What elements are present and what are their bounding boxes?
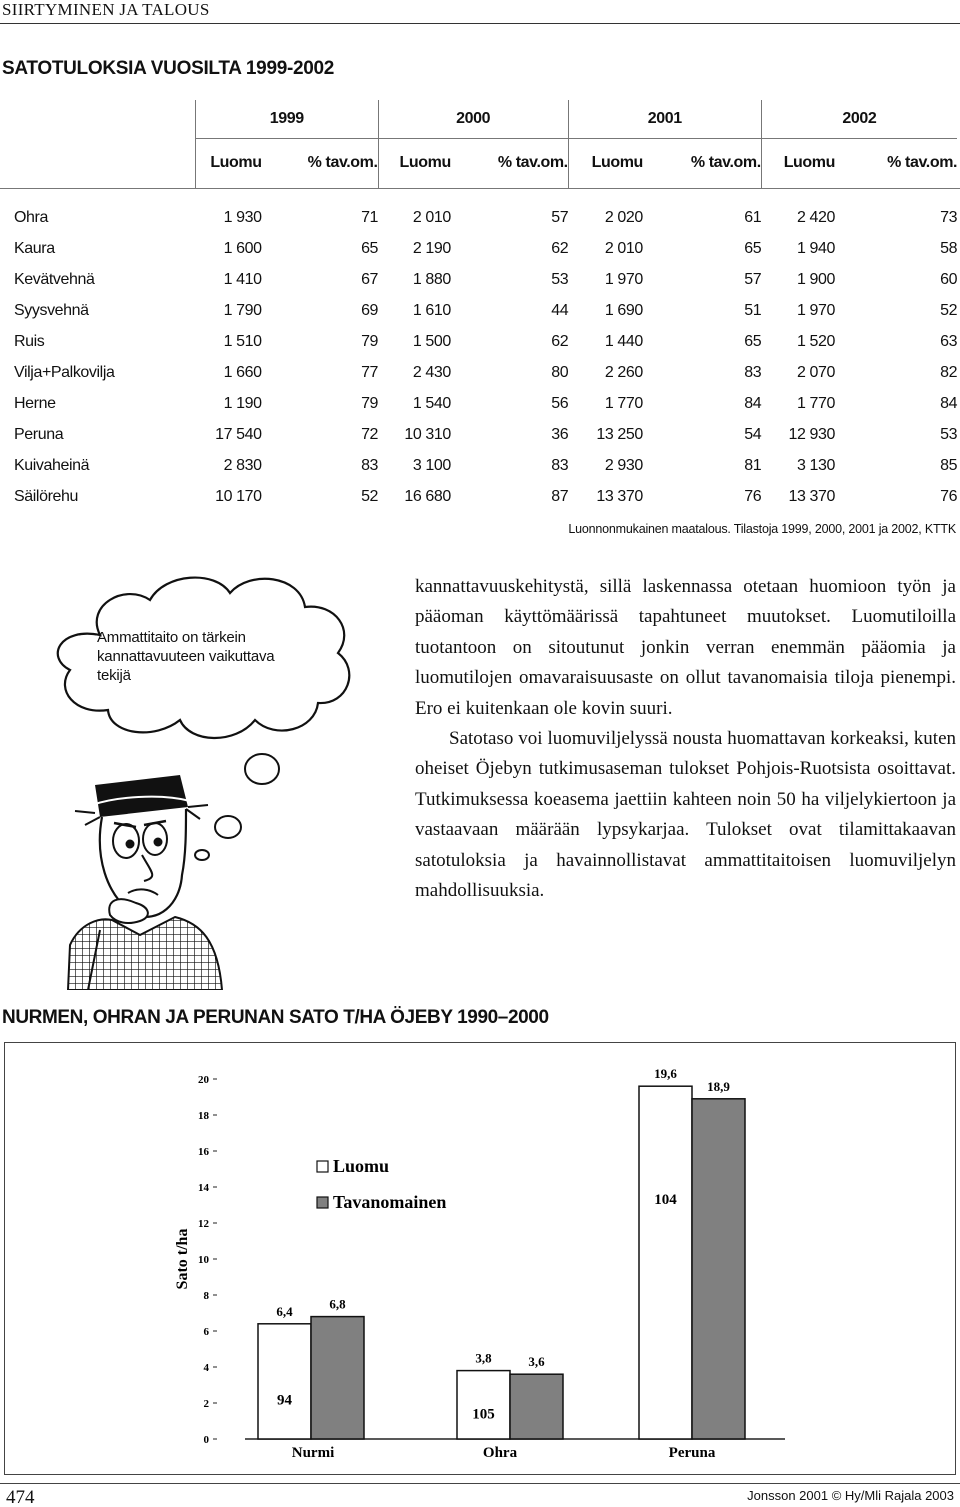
index-label: 94: [277, 1392, 292, 1409]
col-header-pct: % tav.om.: [643, 138, 761, 188]
footer-rule: [0, 1483, 960, 1484]
organic-yield-cell: 17 540: [215, 425, 262, 443]
conventional-bar: [311, 1317, 364, 1439]
crop-name: Herne: [14, 394, 56, 412]
pct-of-conventional-cell: 76: [744, 487, 762, 505]
y-tick-label: 2: [203, 1398, 209, 1410]
organic-yield-cell: 1 880: [412, 270, 451, 288]
col-header-pct: % tav.om.: [451, 138, 568, 188]
crop-name: Kevätvehnä: [14, 270, 95, 288]
pct-of-conventional-cell: 83: [361, 456, 379, 474]
pct-of-conventional-cell: 61: [744, 208, 762, 226]
pct-of-conventional-cell: 62: [551, 239, 569, 257]
table-row: [0, 357, 960, 388]
organic-yield-cell: 1 440: [604, 332, 643, 350]
col-header-pct: % tav.om.: [835, 138, 957, 188]
bar-value-label: 3,8: [475, 1350, 492, 1366]
pct-of-conventional-cell: 57: [744, 270, 762, 288]
pct-of-conventional-cell: 79: [361, 332, 379, 350]
pct-of-conventional-cell: 44: [551, 301, 569, 319]
pct-of-conventional-cell: 81: [744, 456, 762, 474]
table-row: [0, 450, 960, 481]
organic-yield-cell: 2 430: [412, 363, 451, 381]
organic-yield-cell: 2 020: [604, 208, 643, 226]
pct-of-conventional-cell: 83: [551, 456, 569, 474]
crop-name: Kaura: [14, 239, 55, 257]
organic-yield-cell: 1 500: [412, 332, 451, 350]
pct-of-conventional-cell: 51: [744, 301, 762, 319]
pct-of-conventional-cell: 69: [361, 301, 379, 319]
year-header: 2000: [378, 100, 568, 138]
year-header: 2001: [568, 100, 761, 138]
crop-name: Ruis: [14, 332, 45, 350]
pct-of-conventional-cell: 84: [940, 394, 958, 412]
organic-yield-cell: 1 940: [796, 239, 836, 257]
organic-yield-cell: 2 010: [604, 239, 643, 257]
y-tick-label: 14: [198, 1182, 209, 1194]
crop-name: Kuivaheinä: [14, 456, 90, 474]
organic-yield-cell: 1 610: [412, 301, 451, 319]
table-row: [0, 419, 960, 450]
pct-of-conventional-cell: 80: [551, 363, 569, 381]
crop-name: Säilörehu: [14, 487, 79, 505]
organic-yield-cell: 2 070: [796, 363, 836, 381]
legend-label: Tavanomainen: [333, 1192, 447, 1212]
organic-yield-cell: 13 370: [596, 487, 643, 505]
yield-bar-chart: [5, 1043, 957, 1476]
crop-name: Vilja+Palkovilja: [14, 363, 115, 381]
pct-of-conventional-cell: 72: [361, 425, 379, 443]
index-label: 104: [654, 1192, 677, 1209]
bar-value-label: 6,4: [276, 1303, 293, 1319]
crop-name: Syysvehnä: [14, 301, 89, 319]
col-header-organic: Luomu: [761, 138, 835, 188]
organic-yield-cell: 16 680: [404, 487, 451, 505]
y-tick-label: 0: [203, 1434, 209, 1446]
pct-of-conventional-cell: 54: [744, 425, 762, 443]
crop-name: Peruna: [14, 425, 64, 443]
pct-of-conventional-cell: 82: [940, 363, 958, 381]
year-header: 1999: [195, 100, 378, 138]
organic-yield-cell: 13 250: [596, 425, 643, 443]
organic-yield-cell: 2 260: [604, 363, 643, 381]
legend-label: Luomu: [333, 1156, 390, 1176]
organic-yield-cell: 1 970: [604, 270, 643, 288]
category-label: Peruna: [668, 1445, 716, 1461]
thinking-farmer-icon: [40, 745, 290, 990]
table-row: [0, 264, 960, 295]
organic-bar: [258, 1324, 311, 1439]
pct-of-conventional-cell: 85: [940, 456, 958, 474]
pct-of-conventional-cell: 62: [551, 332, 569, 350]
organic-yield-cell: 1 600: [223, 239, 262, 257]
organic-yield-cell: 1 540: [412, 394, 451, 412]
organic-yield-cell: 1 900: [796, 270, 836, 288]
col-header-pct: % tav.om.: [262, 138, 378, 188]
pct-of-conventional-cell: 67: [361, 270, 379, 288]
bar-value-label: 18,9: [707, 1078, 730, 1094]
year-header: 2002: [761, 100, 957, 138]
yield-table: [0, 100, 960, 512]
organic-yield-cell: 1 690: [604, 301, 643, 319]
column-header-row: [0, 138, 960, 188]
organic-yield-cell: 1 770: [796, 394, 836, 412]
pct-of-conventional-cell: 52: [940, 301, 958, 319]
pct-of-conventional-cell: 76: [940, 487, 958, 505]
thought-cloud-text: Ammattitaito on tärkein kannattavuuteen vaikuttava tekijä: [97, 629, 275, 684]
col-header-organic: Luomu: [378, 138, 451, 188]
pct-of-conventional-cell: 87: [551, 487, 569, 505]
pct-of-conventional-cell: 77: [361, 363, 379, 381]
table-row: [0, 388, 960, 419]
pct-of-conventional-cell: 83: [744, 363, 762, 381]
pct-of-conventional-cell: 84: [744, 394, 762, 412]
paragraph: Satotaso voi luomuviljelyssä nousta huomattavan korkeaksi, kuten oheiset Öjebyn tutkimusaseman tulokset Pohjois-Ruotsista osoittavat. Tutkimuksessa koeasema jaettiin kahteen noin 50 ha viljelykiertoon ja vastaavaan määrään lypsykarjaa. Tulokset ovat tilamittakaavan satotuloksia ja havainnollistavat ammattitaitoisen luomuviljelyn mahdollisuuksia.: [415, 728, 956, 902]
pct-of-conventional-cell: 65: [744, 239, 762, 257]
organic-yield-cell: 2 010: [412, 208, 451, 226]
col-header-organic: Luomu: [568, 138, 643, 188]
crop-name: Ohra: [14, 208, 48, 226]
organic-yield-cell: 1 930: [223, 208, 262, 226]
organic-yield-cell: 1 790: [223, 301, 262, 319]
organic-yield-cell: 1 510: [223, 332, 262, 350]
year-header-row: [0, 100, 960, 138]
organic-yield-cell: 2 190: [412, 239, 451, 257]
legend-swatch: [317, 1161, 328, 1172]
body-text: [415, 572, 956, 906]
table-row: [0, 481, 960, 512]
index-label: 105: [472, 1406, 495, 1423]
pct-of-conventional-cell: 36: [551, 425, 569, 443]
organic-yield-cell: 3 100: [412, 456, 451, 474]
category-label: Ohra: [482, 1445, 518, 1461]
page-number: 474: [6, 1487, 35, 1507]
organic-yield-cell: 1 410: [223, 270, 262, 288]
organic-bar: [457, 1371, 510, 1439]
organic-yield-cell: 10 170: [215, 487, 262, 505]
organic-yield-cell: 10 310: [404, 425, 451, 443]
pct-of-conventional-cell: 58: [940, 239, 958, 257]
pct-of-conventional-cell: 53: [551, 270, 569, 288]
organic-yield-cell: 2 420: [796, 208, 836, 226]
organic-bar: [639, 1086, 692, 1439]
pct-of-conventional-cell: 65: [361, 239, 379, 257]
organic-yield-cell: 1 770: [604, 394, 643, 412]
pct-of-conventional-cell: 65: [744, 332, 762, 350]
pct-of-conventional-cell: 56: [551, 394, 569, 412]
pct-of-conventional-cell: 60: [940, 270, 958, 288]
organic-yield-cell: 1 190: [223, 394, 262, 412]
organic-yield-cell: 1 520: [796, 332, 836, 350]
pct-of-conventional-cell: 79: [361, 394, 379, 412]
pct-of-conventional-cell: 73: [940, 208, 958, 226]
organic-yield-cell: 2 830: [223, 456, 262, 474]
y-tick-label: 18: [198, 1110, 209, 1122]
organic-yield-cell: 13 370: [788, 487, 836, 505]
organic-yield-cell: 3 130: [796, 456, 836, 474]
y-tick-label: 16: [198, 1146, 209, 1158]
organic-yield-cell: 1 970: [796, 301, 836, 319]
chart-title: NURMEN, OHRAN JA PERUNAN SATO T/HA ÖJEBY 1990–2000: [2, 1007, 549, 1028]
y-tick-label: 4: [203, 1362, 209, 1374]
legend-swatch: [317, 1197, 328, 1208]
y-tick-label: 10: [198, 1254, 209, 1266]
bar-value-label: 6,8: [329, 1296, 346, 1312]
credit-line: Jonsson 2001 © Hy/Mli Rajala 2003: [747, 1488, 954, 1503]
y-tick-label: 6: [203, 1326, 209, 1338]
table-title: SATOTULOKSIA VUOSILTA 1999-2002: [2, 58, 335, 79]
conventional-bar: [692, 1099, 745, 1439]
pct-of-conventional-cell: 71: [361, 208, 379, 226]
pct-of-conventional-cell: 63: [940, 332, 958, 350]
running-head: SIIRTYMINEN JA TALOUS: [2, 0, 210, 19]
bar-value-label: 19,6: [654, 1066, 677, 1082]
col-header-organic: Luomu: [195, 138, 261, 188]
y-tick-label: 20: [198, 1074, 209, 1086]
table-row: [0, 202, 960, 233]
pct-of-conventional-cell: 53: [940, 425, 958, 443]
pct-of-conventional-cell: 52: [361, 487, 379, 505]
pct-of-conventional-cell: 57: [551, 208, 569, 226]
organic-yield-cell: 1 660: [223, 363, 262, 381]
y-tick-label: 12: [198, 1218, 209, 1230]
table-row: [0, 233, 960, 264]
category-label: Nurmi: [291, 1445, 335, 1461]
organic-yield-cell: 12 930: [788, 425, 836, 443]
table-source-note: Luonnonmukainen maatalous. Tilastoja 1999, 2000, 2001 ja 2002, KTTK: [568, 522, 956, 536]
header-rule: [0, 23, 960, 24]
y-tick-label: 8: [203, 1290, 209, 1302]
table-row: [0, 326, 960, 357]
table-row: [0, 295, 960, 326]
organic-yield-cell: 2 930: [604, 456, 643, 474]
paragraph: kannattavuuskehitystä, sillä laskennassa otetaan huomioon työn ja pääoman käyttömäärissä tapahtuneet muutokset. Luomutiloilla tuotantoon on sitoutunut jonkin verran enemmän pääomia ja luomutilojen omavaraisuusaste on ollut tavanomaisia tiloja pienempi. Ero ei kuitenkaan ole kovin suuri.: [415, 576, 956, 719]
yield-table-body: [0, 202, 960, 512]
y-axis-label: Sato t/ha: [174, 1228, 191, 1290]
conventional-bar: [510, 1374, 563, 1439]
chart-frame: [4, 1042, 956, 1475]
bar-value-label: 3,6: [528, 1354, 545, 1370]
